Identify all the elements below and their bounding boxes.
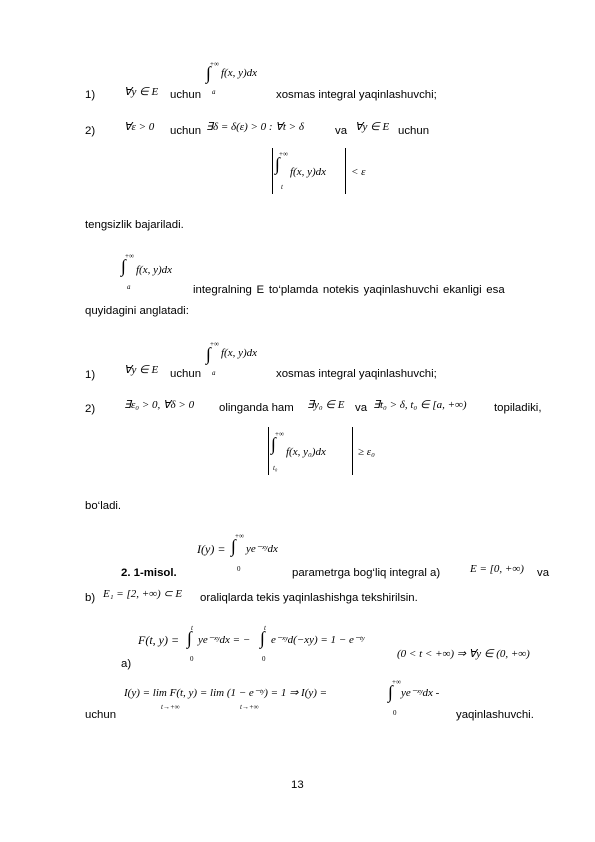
item-1-number: 1) bbox=[85, 369, 96, 381]
part-a-label: a) bbox=[121, 658, 132, 670]
integral-converges-text: xosmas integral yaqinlashuvchi; bbox=[276, 368, 437, 380]
for-all-epsilon-condition: ∀ε > 0 bbox=[124, 121, 155, 133]
exists-delta-condition: ∃δ = δ(ε) > 0 : ∀t > δ bbox=[206, 121, 304, 133]
set-b-formula: E₁ = [2, +∞) ⊂ E bbox=[103, 588, 183, 600]
conclusion-text: tengsizlik bajariladi. bbox=[85, 219, 184, 231]
uchun-label: uchun bbox=[170, 89, 202, 101]
page-number: 13 bbox=[291, 779, 304, 791]
conclusion-text: bo‘ladi. bbox=[85, 500, 122, 512]
for-all-y-condition: ∀y ∈ E bbox=[124, 86, 159, 98]
converges-text: yaqinlashuvchi. bbox=[456, 709, 534, 721]
exists-t0-condition: ∃t₀ > δ, t₀ ∈ [a, +∞) bbox=[373, 399, 467, 411]
topiladiki-label: topiladiki, bbox=[494, 402, 542, 414]
va-label: va bbox=[335, 125, 348, 137]
exists-epsilon-condition: ∃ε₀ > 0, ∀δ > 0 bbox=[124, 399, 195, 411]
item-2-number: 2) bbox=[85, 125, 96, 137]
va-label: va bbox=[355, 402, 368, 414]
va-label: va bbox=[537, 567, 550, 579]
item-2-number: 2) bbox=[85, 403, 96, 415]
exists-y0-condition: ∃y₀ ∈ E bbox=[307, 399, 345, 411]
part-b-label: b) bbox=[85, 592, 96, 604]
uchun-label: uchun bbox=[170, 368, 202, 380]
paragraph-line: integralning E to‘plamda notekis yaqinlashuvchi ekanligi esa bbox=[193, 284, 505, 296]
for-all-y-condition: ∀y ∈ E bbox=[124, 364, 159, 376]
set-a-formula: E = [0, +∞) bbox=[470, 563, 524, 575]
uchun-label: uchun bbox=[170, 125, 202, 137]
paragraph-line: quyidagini anglatadi: bbox=[85, 305, 189, 317]
uchun-label: uchun bbox=[85, 709, 117, 721]
uchun-label: uchun bbox=[398, 125, 430, 137]
integral-converges-text: xosmas integral yaqinlashuvchi; bbox=[276, 89, 437, 101]
olinganda-label: olinganda ham bbox=[219, 402, 294, 414]
example-text: oraliqlarda tekis yaqinlashishga tekshirilsin. bbox=[200, 592, 418, 604]
for-all-y-condition: ∀y ∈ E bbox=[355, 121, 390, 133]
example-heading: 2. 1-misol. bbox=[121, 567, 177, 579]
example-text: parametrga bog‘liq integral a) bbox=[292, 567, 441, 579]
item-1-number: 1) bbox=[85, 89, 96, 101]
